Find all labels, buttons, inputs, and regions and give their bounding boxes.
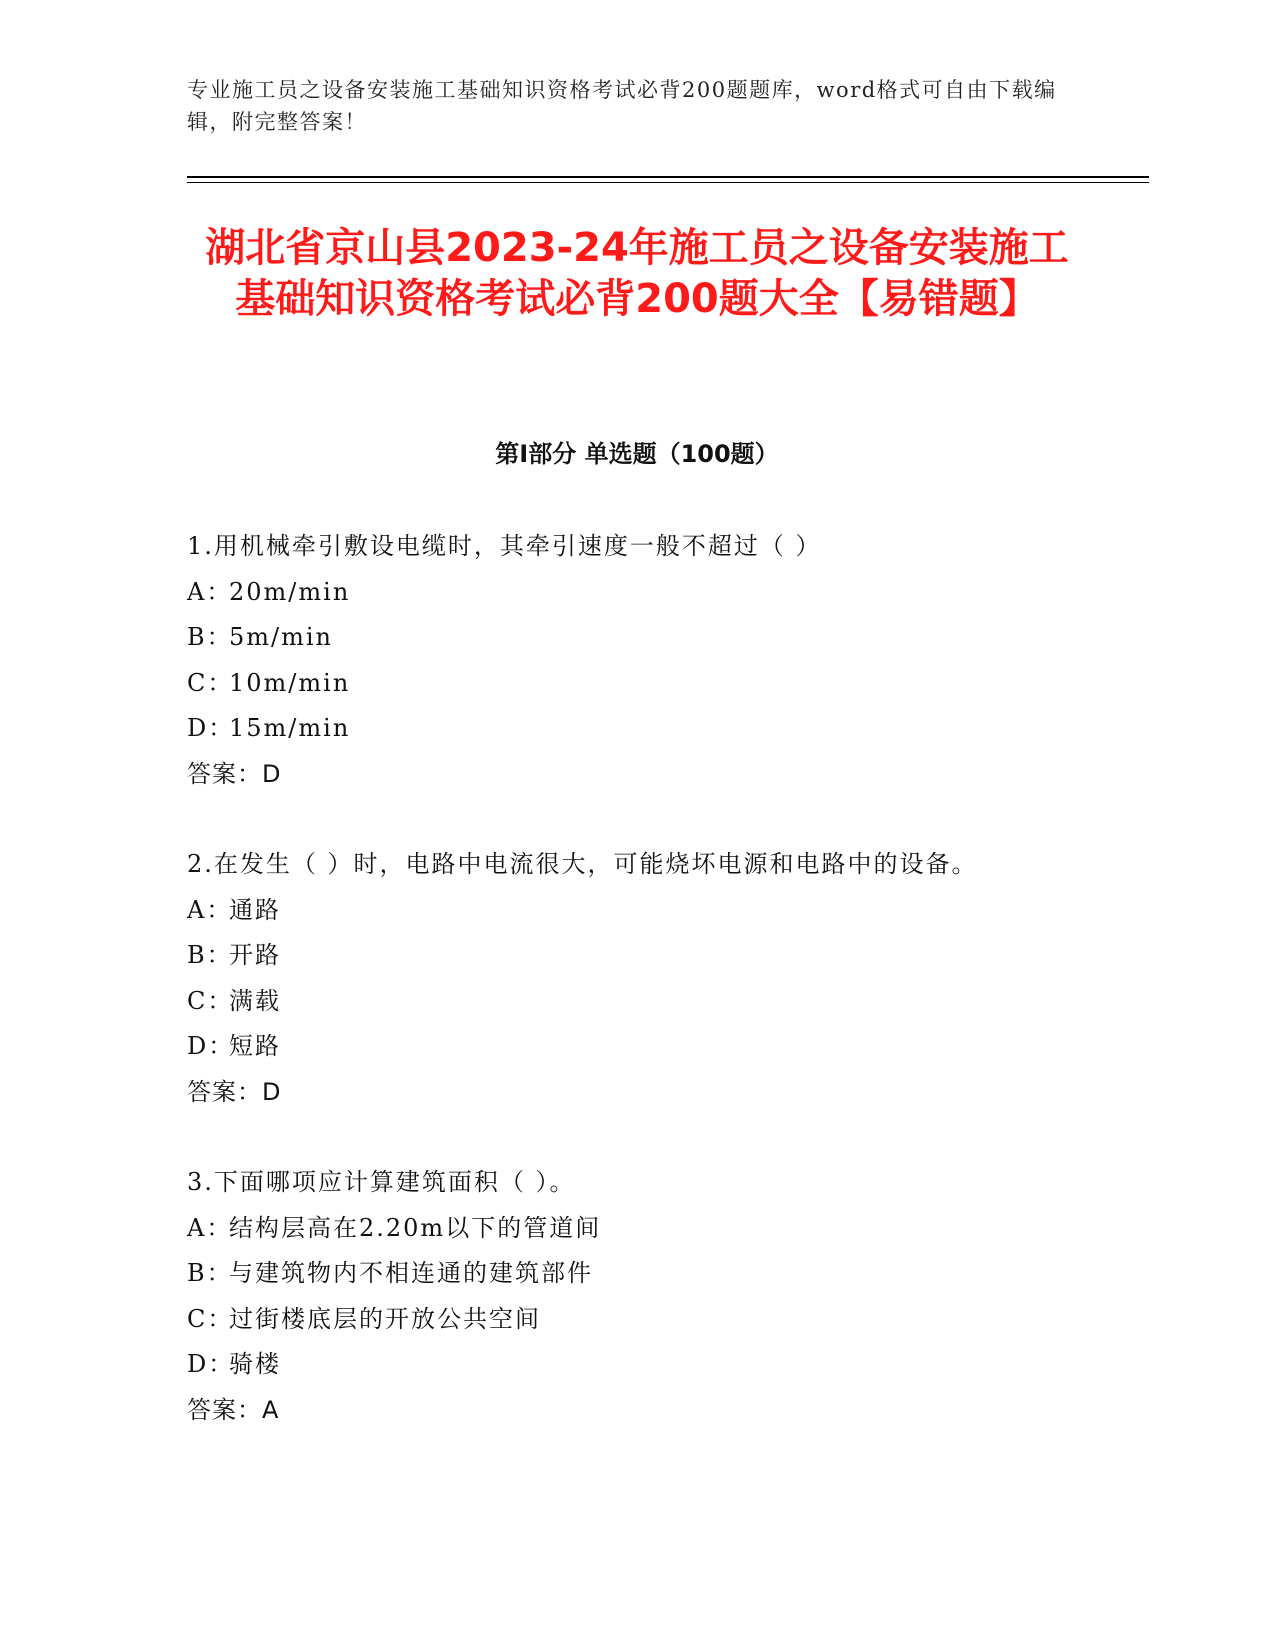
option-letter: C： (187, 1304, 234, 1333)
option-letter: D： (187, 1032, 235, 1060)
option-a (187, 888, 1137, 934)
answer-line: 答案：D (187, 1077, 282, 1106)
option-letter: B： (187, 1259, 233, 1287)
option-c (187, 1297, 1137, 1343)
option-d (187, 1024, 1137, 1070)
question-stem: 2.在发生（ ）时，电路中电流很大，可能烧坏电源和电路中的设备。 (187, 850, 978, 878)
option-letter: C： (187, 986, 234, 1015)
option-text: 短路 (229, 1032, 281, 1060)
question-block (187, 1160, 1137, 1433)
option-text: 15m/min (229, 714, 351, 742)
option-text: 结构层高在2.20m以下的管道间 (229, 1213, 602, 1242)
question-stem: 1.用机械牵引敷设电缆时，其牵引速度一般不超过（ ） (187, 532, 822, 560)
option-text: 开路 (229, 941, 281, 969)
header-divider-thick (187, 176, 1149, 178)
option-text: 5m/min (229, 623, 334, 651)
option-a (187, 570, 1137, 616)
option-letter: A： (187, 895, 233, 924)
answer-line: 答案：A (187, 1395, 280, 1424)
option-text: 20m/min (229, 577, 351, 606)
option-text: 通路 (229, 895, 281, 924)
document-title: 湖北省京山县2023-24年施工员之设备安装施工基础知识资格考试必背200题大全【易错题】 (205, 225, 1069, 322)
option-letter: D： (187, 714, 235, 742)
option-text: 10m/min (229, 668, 351, 697)
header-note: 专业施工员之设备安装施工基础知识资格考试必背200题题库，word格式可自由下载编辑，附完整答案！ (187, 78, 1057, 134)
header-divider-thin (187, 182, 1149, 183)
question-stem: 3.下面哪项应计算建筑面积（ ）。 (187, 1168, 576, 1196)
option-letter: C： (187, 668, 234, 697)
option-letter: B： (187, 941, 233, 969)
question-block (187, 842, 1137, 1115)
section-heading: 第I部分 单选题（100题） (495, 440, 779, 468)
option-b (187, 933, 1137, 979)
option-c (187, 661, 1137, 707)
option-text: 与建筑物内不相连通的建筑部件 (229, 1259, 593, 1287)
option-letter: A： (187, 1213, 233, 1242)
question-block (187, 524, 1137, 797)
option-a (187, 1206, 1137, 1252)
option-c (187, 979, 1137, 1025)
option-letter: D： (187, 1350, 235, 1378)
option-text: 过街楼底层的开放公共空间 (229, 1304, 541, 1333)
option-d (187, 1342, 1137, 1388)
option-letter: B： (187, 623, 233, 651)
option-text: 骑楼 (229, 1350, 281, 1378)
option-b (187, 1251, 1137, 1297)
option-b (187, 615, 1137, 661)
answer-line: 答案：D (187, 759, 282, 788)
option-d (187, 706, 1137, 752)
option-letter: A： (187, 577, 233, 606)
option-text: 满载 (229, 986, 281, 1015)
